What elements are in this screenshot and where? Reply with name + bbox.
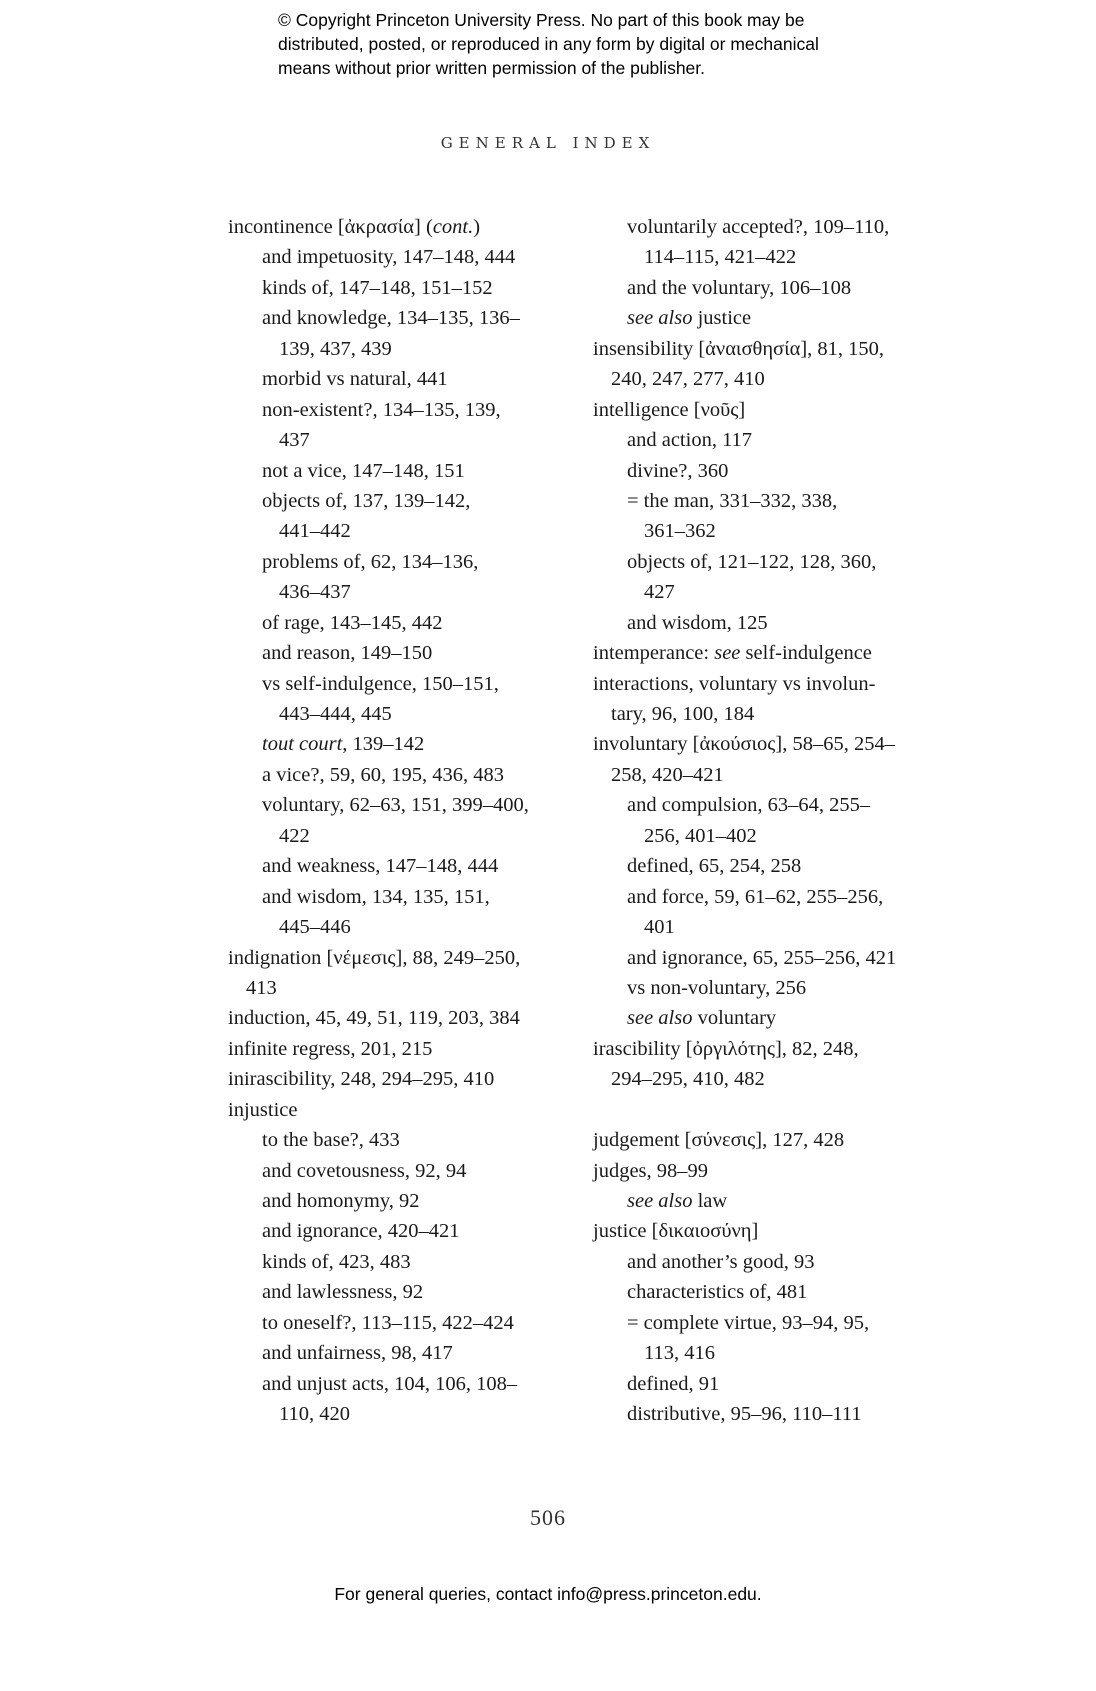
index-subentry: and lawlessness, 92 [262,1281,424,1304]
index-cross-reference: see also voluntary [627,1007,777,1030]
index-continuation: 294–295, 410, 482 [611,1068,765,1091]
index-subentry: vs non-voluntary, 256 [627,976,807,999]
index-subentry: tout court, 139–142 [262,733,425,756]
index-column-right [593,212,938,1430]
copyright-notice [278,8,918,80]
index-entry-main: indignation [νέμεσις], 88, 249–250, [228,946,521,969]
index-entry-main: intemperance: see self-indulgence [593,642,872,665]
index-subentry: and ignorance, 420–421 [262,1220,460,1243]
index-subentry: and knowledge, 134–135, 136– [262,307,520,330]
index-continuation: tary, 96, 100, 184 [611,703,755,725]
index-subentry: and ignorance, 65, 255–256, 421 [627,946,897,969]
index-entry-main: judgement [σύνεσις], 127, 428 [593,1129,845,1152]
index-cross-reference: see also justice [627,307,752,330]
index-subentry: morbid vs natural, 441 [262,368,448,391]
index-entry-main: intelligence [νοῦς] [593,398,746,421]
index-subentry: and unjust acts, 104, 106, 108– [262,1372,518,1395]
index-subentry: and reason, 149–150 [262,642,433,665]
copyright-line: means without prior written permission of the publisher. [278,58,706,78]
index-continuation: 427 [644,581,675,604]
index-continuation: 445–446 [279,916,351,939]
index-cross-reference: see also law [627,1190,728,1212]
index-subentry: a vice?, 59, 60, 195, 436, 483 [262,763,504,786]
index-subentry: and compulsion, 63–64, 255– [627,794,871,817]
index-subentry: divine?, 360 [627,459,729,482]
index-subentry: and wisdom, 125 [627,611,768,634]
index-continuation: 110, 420 [279,1403,350,1426]
index-continuation: 443–444, 445 [279,703,392,725]
index-subentry: of rage, 143–145, 442 [262,611,443,634]
index-continuation: 361–362 [644,520,716,543]
index-entry-main: induction, 45, 49, 51, 119, 203, 384 [228,1007,520,1030]
index-entry-main: irascibility [ὀργιλότης], 82, 248, [593,1037,859,1060]
index-continuation: 437 [279,429,310,452]
index-entry-main: insensibility [ἀναισθησία], 81, 150, [593,337,885,360]
index-subentry: = the man, 331–332, 338, [627,489,838,512]
index-subentry: and wisdom, 134, 135, 151, [262,885,490,908]
index-column-left [228,212,588,1430]
index-continuation: 258, 420–421 [611,763,724,786]
index-subentry: distributive, 95–96, 110–111 [627,1403,862,1426]
index-subentry: and impetuosity, 147–148, 444 [262,246,516,269]
index-continuation: 401 [644,916,675,939]
index-subentry: defined, 91 [627,1372,720,1395]
index-subentry: voluntary, 62–63, 151, 399–400, [262,794,529,817]
index-continuation: 256, 401–402 [644,824,757,847]
index-entry-main: incontinence [ἀκρασία] (cont.) [228,216,481,238]
index-subentry: and weakness, 147–148, 444 [262,855,499,878]
index-subentry: and the voluntary, 106–108 [627,276,852,299]
index-subentry: = complete virtue, 93–94, 95, [627,1311,870,1334]
index-subentry: not a vice, 147–148, 151 [262,459,465,482]
running-head: GENERAL INDEX [440,134,656,152]
index-entry-main: inirascibility, 248, 294–295, 410 [228,1068,495,1091]
index-continuation: 114–115, 421–422 [644,246,797,269]
index-subentry: objects of, 137, 139–142, [262,489,471,512]
index-entry-main: judges, 98–99 [593,1159,709,1182]
index-continuation: 113, 416 [644,1342,715,1365]
index-subentry: to the base?, 433 [262,1129,400,1152]
index-subentry: and unfairness, 98, 417 [262,1342,453,1365]
index-entry-main: infinite regress, 201, 215 [228,1037,433,1060]
index-entry-main: injustice [228,1098,298,1121]
index-subentry: vs self-indulgence, 150–151, [262,672,499,695]
index-continuation: 422 [279,824,310,847]
index-subentry: and homonymy, 92 [262,1190,420,1212]
index-continuation: 436–437 [279,581,351,604]
index-subentry: and covetousness, 92, 94 [262,1159,467,1182]
index-subentry: problems of, 62, 134–136, [262,550,479,573]
index-subentry: and another’s good, 93 [627,1250,815,1273]
index-continuation: 441–442 [279,520,351,543]
copyright-line: distributed, posted, or reproduced in any form by digital or mechanical [278,34,819,54]
index-subentry: and force, 59, 61–62, 255–256, [627,885,884,908]
page-number: 506 [530,1505,566,1530]
index-subentry: to oneself?, 113–115, 422–424 [262,1311,514,1334]
index-subentry: non-existent?, 134–135, 139, [262,398,501,421]
index-entry-main: justice [δικαιοσύνη] [593,1220,759,1243]
index-entry-main: interactions, voluntary vs involun- [593,672,876,695]
index-subentry: defined, 65, 254, 258 [627,855,802,878]
index-continuation: 413 [246,976,277,999]
index-subentry: and action, 117 [627,429,753,452]
footer-contact: For general queries, contact info@press.princeton.edu. [334,1584,762,1604]
index-subentry: voluntarily accepted?, 109–110, [627,216,890,238]
index-continuation: 139, 437, 439 [279,337,392,360]
index-continuation: 240, 247, 277, 410 [611,368,765,391]
index-subentry: kinds of, 147–148, 151–152 [262,276,493,299]
section-gap [593,1095,938,1125]
index-entry-main: involuntary [ἀκούσιος], 58–65, 254– [593,733,895,756]
index-subentry: objects of, 121–122, 128, 360, [627,550,877,573]
index-subentry: characteristics of, 481 [627,1281,808,1304]
copyright-line: © Copyright Princeton University Press. No part of this book may be [278,10,805,30]
index-subentry: kinds of, 423, 483 [262,1250,411,1273]
